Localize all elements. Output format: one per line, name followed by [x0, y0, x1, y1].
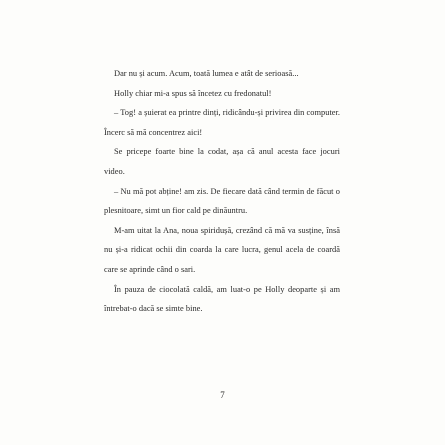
paragraph-5: – Nu mă pot abține! am zis. De fiecare dată când termin de făcut o plesnitoare, simt un fior cald pe dinăuntru.	[104, 186, 340, 216]
paragraph-7: În pauza de ciocolată caldă, am luat-o pe Holly deoparte și am întrebat-o dacă se simte bine.	[104, 284, 340, 314]
paragraph-4: Se pricepe foarte bine la codat, așa că anul acesta face jocuri video.	[104, 147, 340, 176]
page-number: 7	[220, 390, 225, 400]
paragraph-6: M-am uitat la Ana, noua spiridușă, crezând că mă va susține, însă nu și-a ridicat ochii din coarda la care lucra, genul acela de coardă care se aprinde când o sari.	[104, 225, 340, 274]
paragraph-3: – Tog! a șuierat ea printre dinți, ridicându-și privirea din computer. Încerc să mă concentrez aici!	[104, 108, 340, 137]
paragraph-2: Holly chiar mi-a spus să încetez cu fredonatul!	[114, 88, 272, 98]
paragraph-1: Dar nu și acum. Acum, toată lumea e atât de serioasă...	[114, 69, 299, 78]
body-text	[104, 64, 340, 319]
